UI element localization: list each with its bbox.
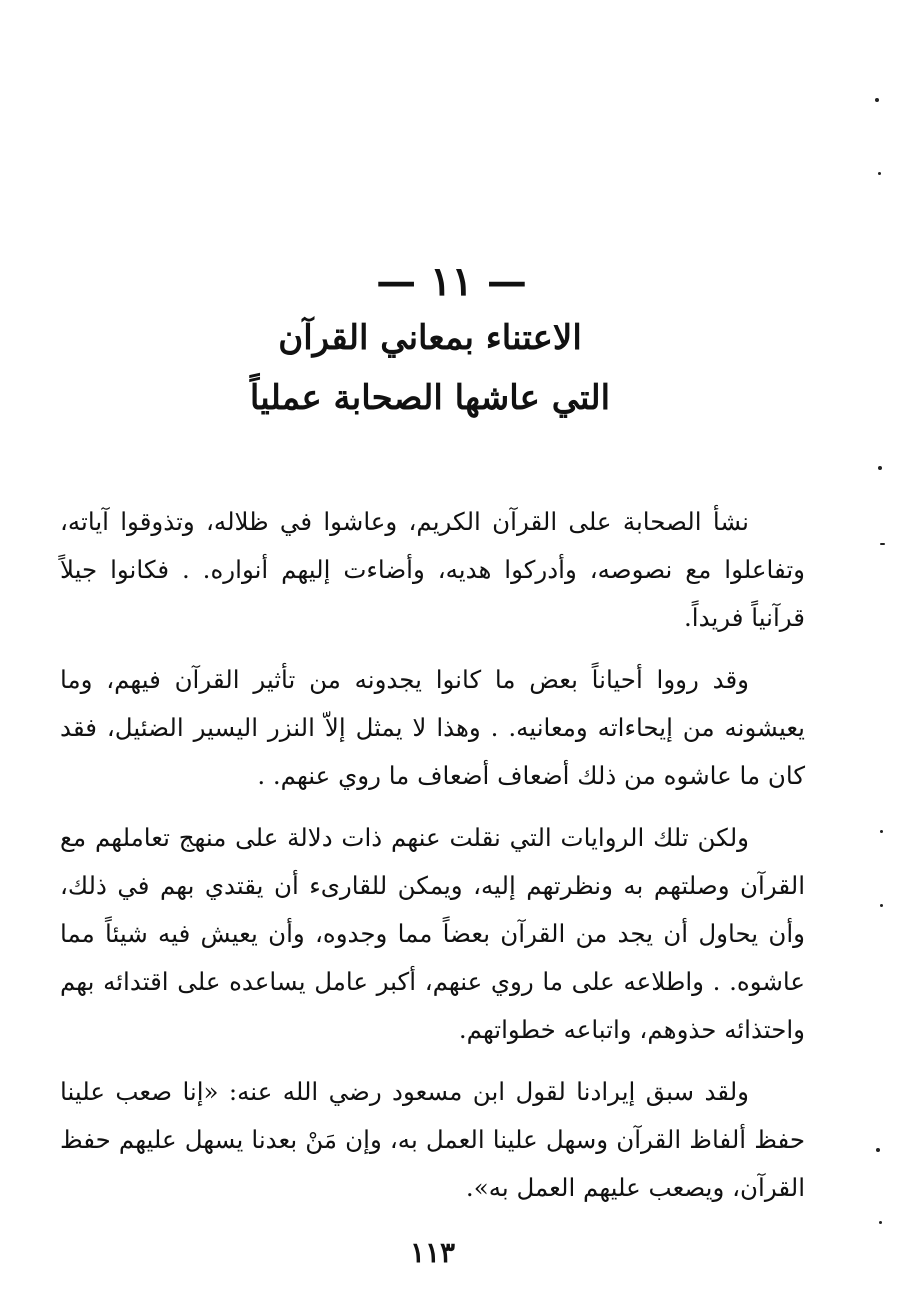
body-text: [60, 498, 805, 1226]
scan-speck: [878, 172, 881, 175]
paragraph-3: ولكن تلك الروايات التي نقلت عنهم ذات دلالة على منهج تعاملهم مع القرآن وصلتهم به ونظرتهم إليه، ويمكن للقارىء أن يقتدي بهم في ذلك، وأن يحاول أن يجد من القرآن بعضاً مما وجدوه، وأن يعيش فيه شيئاً مما عاشوه. . واطلاعه على ما روي عنهم، أكبر عامل يساعده على اقتدائه بهم واحتذائه حذوهم، واتباعه خطواتهم.: [60, 823, 805, 1044]
paragraph-1: نشأ الصحابة على القرآن الكريم، وعاشوا في ظلاله، وتذوقوا آياته، وتفاعلوا مع نصوصه، وأدركوا هديه، وأضاءت إليهم أنواره. . فكانوا جيلاً قرآنياً فريداً.: [60, 507, 805, 632]
scan-speck: [879, 1221, 882, 1224]
scan-speck: [880, 830, 883, 833]
chapter-number: — ١١ —: [376, 258, 527, 305]
scan-speck: [878, 466, 882, 470]
chapter-title-line-1: الاعتناء بمعاني القرآن: [278, 318, 582, 358]
page-number: ١١٣: [409, 1236, 456, 1269]
paragraph-2: وقد رووا أحياناً بعض ما كانوا يجدونه من تأثير القرآن فيهم، وما يعيشونه من إيحاءاته ومعانيه. . وهذا لا يمثل إلاّ النزر اليسير الضئيل، فقد كان ما عاشوه من ذلك أضعاف أضعاف ما روي عنهم. .: [60, 665, 805, 790]
scan-speck: [880, 543, 885, 545]
scan-speck: [880, 904, 883, 907]
chapter-title-line-2: التي عاشها الصحابة عملياً: [249, 378, 611, 418]
scan-speck: [875, 98, 879, 102]
scan-speck: [876, 1148, 880, 1152]
paragraph-4: ولقد سبق إيرادنا لقول ابن مسعود رضي الله عنه: «إنا صعب علينا حفظ ألفاظ القرآن وسهل علينا العمل به، وإن مَنْ بعدنا يسهل عليهم حفظ القرآن، ويصعب عليهم العمل به».: [60, 1077, 805, 1202]
